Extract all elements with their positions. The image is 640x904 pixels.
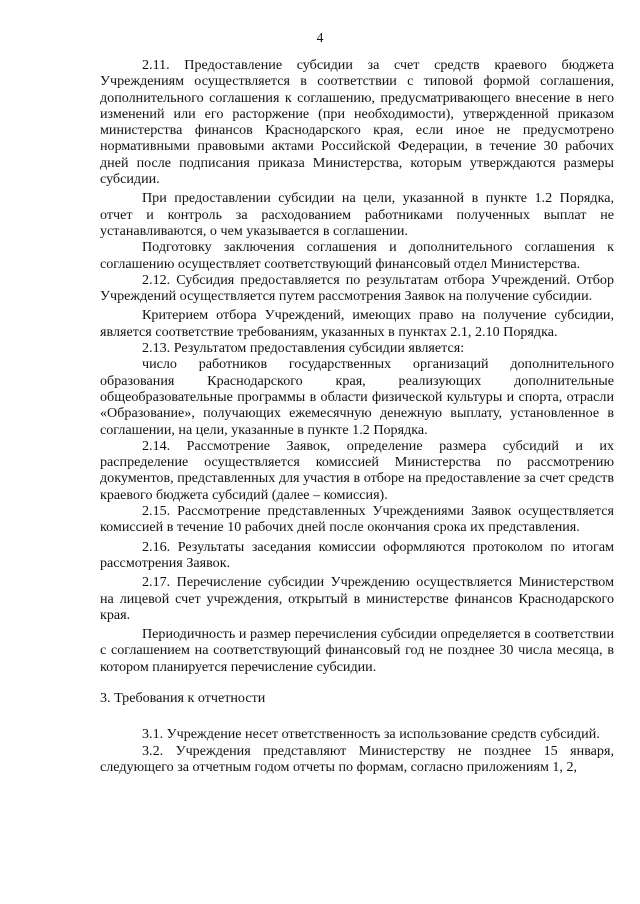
section-heading: 3. Требования к отчетности xyxy=(100,689,266,706)
paragraph-2-11: 2.11. Предоставление субсидии за счет средств краевого бюджета Учреждениям осуществляется в соответствии с типовой формой соглашения, дополнительного соглашения к соглашению, предусматривающего внесение в него изменений или его расторжение (при необходимости), утвержденной приказом министерства финансов Краснодарского края, если иное не предусмотрено нормативными правовыми актами Российской Федерации, в течение 30 рабочих дней после подписания приказа Министерства, которым утверждаются размеры субсидии. xyxy=(100,57,614,188)
paragraph-3-1: 3.1. Учреждение несет ответственность за использование средств субсидий. xyxy=(142,726,600,743)
paragraph-2-17: 2.17. Перечисление субсидии Учреждению осуществляется Министерством на лицевой счет учреждения, открытый в министерстве финансов Краснодарского края. xyxy=(100,574,614,623)
page-number: 4 xyxy=(316,30,324,45)
paragraph-agreement-preparation: Подготовку заключения соглашения и дополнительного соглашения к соглашению осуществляет соответствующий финансовый отдел Министерства. xyxy=(100,239,614,272)
paragraph-transfer-frequency: Периодичность и размер перечисления субсидии определяется в соответствии с соглашением на соответствующий финансовый год не позднее 30 числа месяца, в котором планируется перечисление субсидии. xyxy=(100,626,614,675)
paragraph-3-2: 3.2. Учреждения представляют Министерству не позднее 15 января, следующего за отчетным годом отчеты по формам, согласно приложениям 1, 2, xyxy=(100,742,614,775)
paragraph-2-16: 2.16. Результаты заседания комиссии оформляются протоколом по итогам рассмотрения Заявок. xyxy=(100,538,614,571)
paragraph-subsidy-purpose: При предоставлении субсидии на цели, указанной в пункте 1.2 Порядка, отчет и контроль за расходованием работниками полученных выплат не устанавливаются, о чем указывается в соглашении. xyxy=(100,190,614,239)
paragraph-selection-criterion: Критерием отбора Учреждений, имеющих право на получение субсидии, является соответствие требованиям, указанных в пунктах 2.1, 2.10 Порядка. xyxy=(100,307,614,340)
paragraph-result-indicator: число работников государственных организаций дополнительного образования Краснодарского края, реализующих дополнительные общеобразовательные программы в области физической культуры и спорта, отрасли «Образование», получающих ежемесячную денежную выплату, установленное в соглашении, на цели, указанные в пункте 1.2 Порядка. xyxy=(100,356,614,438)
paragraph-2-13: 2.13. Результатом предоставления субсидии является: xyxy=(142,340,465,357)
paragraph-2-12: 2.12. Субсидия предоставляется по результатам отбора Учреждений. Отбор Учреждений осуществляется путем рассмотрения Заявок на получение субсидии. xyxy=(100,271,614,305)
paragraph-2-15: 2.15. Рассмотрение представленных Учреждениями Заявок осуществляется комиссией в течение 10 рабочих дней после окончания срока их представления. xyxy=(100,503,614,536)
paragraph-2-14: 2.14. Рассмотрение Заявок, определение размера субсидий и их распределение осуществляется комиссией Министерства по рассмотрению документов, представленных для участия в отборе на предоставление за счет средств краевого бюджета субсидий (далее – комиссия). xyxy=(100,437,614,503)
document-body xyxy=(100,57,614,775)
